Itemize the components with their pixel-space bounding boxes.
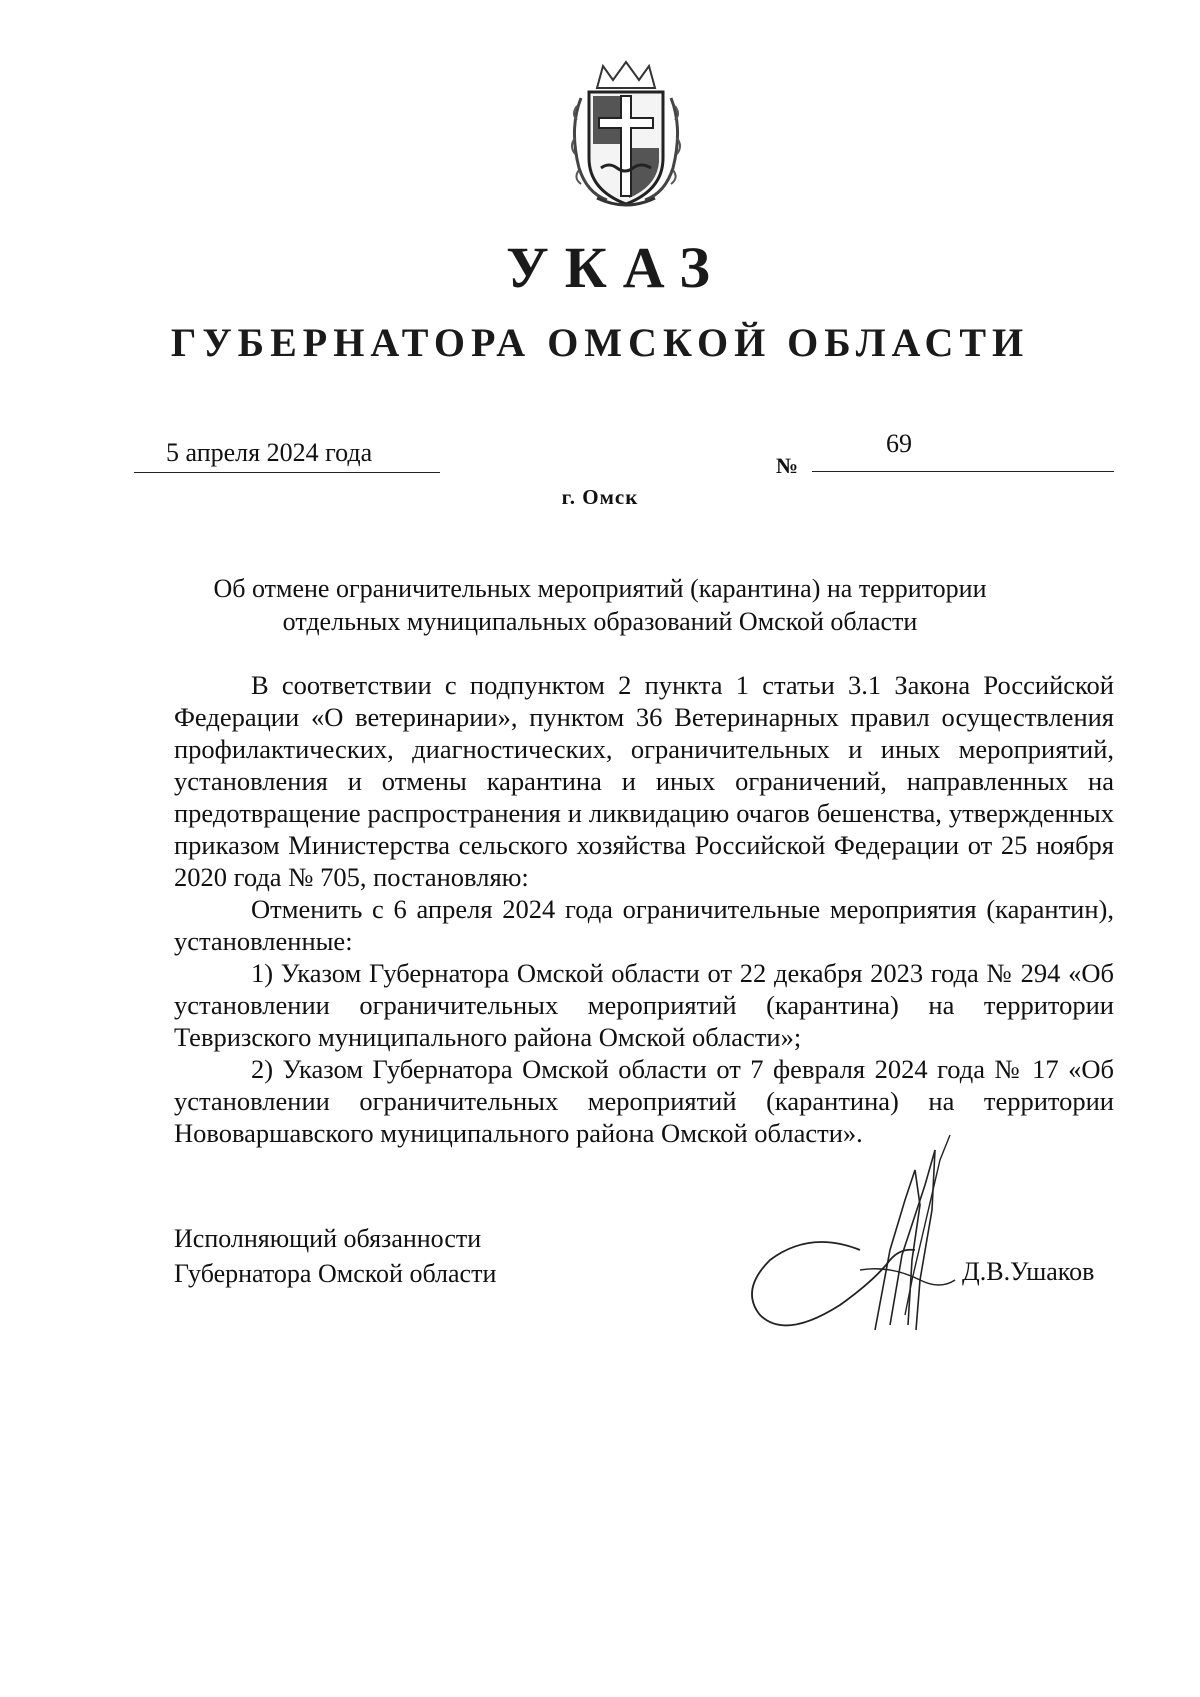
issue-city: г. Омск — [561, 485, 639, 509]
subject-line-2: отдельных муниципальных образований Омской области — [282, 607, 918, 636]
signatory-position-line-1: Исполняющий обязанности — [174, 1224, 482, 1253]
document-title: УКАЗ — [506, 235, 726, 300]
decree-number: 69 — [886, 429, 912, 458]
decree-subject — [160, 572, 1040, 638]
coat-of-arms-icon — [567, 58, 685, 210]
body-paragraph-item-1: 1) Указом Губернатора Омской области от 22 декабря 2023 года № 294 «Об установлении ограничительных мероприятий (карантина) на территории Тевризского муниципального района Омской области»; — [174, 958, 1114, 1052]
decree-date: 5 апреля 2024 года — [166, 438, 373, 467]
number-sign: № — [776, 453, 799, 478]
signatory-position-line-2: Губернатора Омской области — [174, 1259, 497, 1288]
signatory-name: Д.В.Ушаков — [962, 1257, 1095, 1286]
body-paragraph-item-2: 2) Указом Губернатора Омской области от 7 февраля 2024 года № 17 «Об установлении ограничительных мероприятий (карантина) на территории Нововаршавского муниципального района Омской области». — [174, 1054, 1114, 1148]
body-paragraph-resolution: Отменить с 6 апреля 2024 года ограничительные мероприятия (карантин), установленные: — [174, 894, 1114, 956]
document-subtitle: ГУБЕРНАТОРА ОМСКОЙ ОБЛАСТИ — [170, 320, 1030, 365]
subject-line-1: Об отмене ограничительных мероприятий (карантина) на территории — [213, 574, 987, 603]
number-underline — [812, 445, 1114, 472]
body-paragraph-preamble: В соответствии с подпунктом 2 пункта 1 статьи 3.1 Закона Российской Федерации «О ветеринарии», пунктом 36 Ветеринарных правил осуществления профилактических, диагностических, ограничительных и иных мероприятий, установления и отмены карантина и иных ограничений, направленных на предотвращение распространения и ликвидацию очагов бешенства, утвержденных приказом Министерства сельского хозяйства Российской Федерации от 25 ноября 2020 года № 705, постановляю: — [174, 670, 1114, 892]
signatory-position — [174, 1221, 496, 1291]
handwritten-signature-icon — [740, 1130, 990, 1360]
decree-body — [174, 669, 1114, 1149]
